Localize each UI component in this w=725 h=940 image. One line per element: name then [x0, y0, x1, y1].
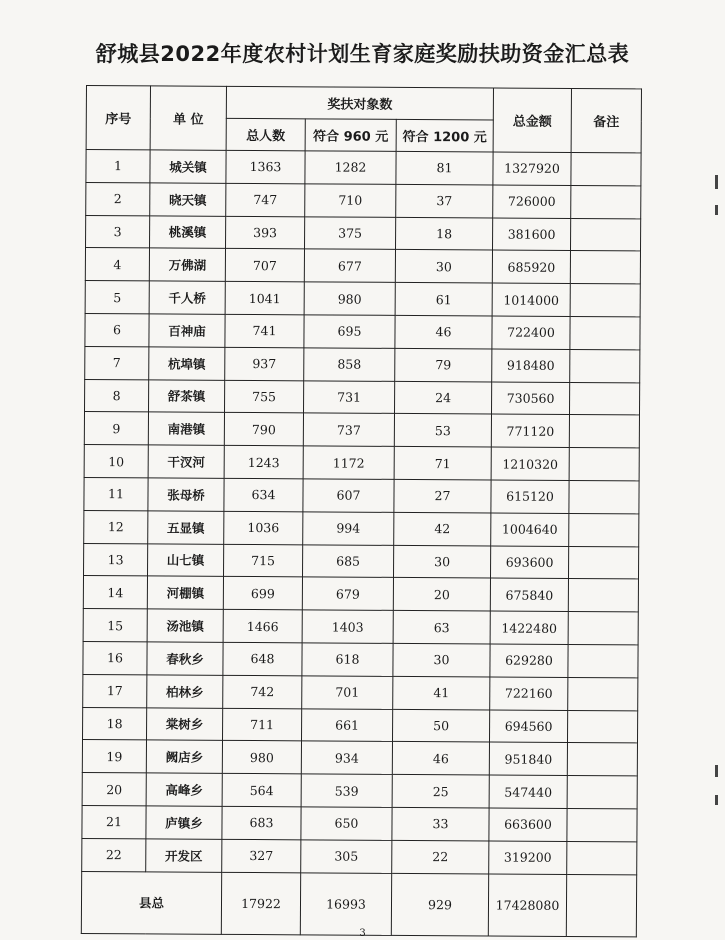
cell-unit: 舒茶镇 — [149, 379, 225, 412]
scan-edge-mark — [715, 765, 718, 777]
cell-total-people: 699 — [223, 577, 302, 610]
cell-remarks — [570, 251, 640, 284]
cell-meet-960: 701 — [302, 676, 393, 709]
cell-unit: 桃溪镇 — [150, 215, 226, 248]
cell-meet-1200: 25 — [392, 775, 489, 808]
cell-total-people: 327 — [222, 839, 301, 872]
cell-seq: 5 — [85, 281, 149, 314]
cell-total-amount: 918480 — [492, 349, 570, 382]
scan-edge-mark — [715, 175, 718, 189]
cell-meet-960: 994 — [303, 512, 394, 545]
cell-meet-960: 695 — [304, 315, 395, 348]
cell-remarks — [569, 513, 639, 546]
cell-unit: 张母桥 — [148, 478, 224, 511]
cell-meet-960: 980 — [304, 282, 395, 315]
header-row-1 — [86, 86, 641, 121]
cell-total-amount: 1014000 — [492, 283, 570, 316]
cell-remarks — [567, 808, 637, 841]
cell-unit: 干汊河 — [148, 445, 224, 478]
cell-total-people: 711 — [222, 708, 301, 741]
cell-meet-1200: 63 — [393, 611, 490, 644]
totals-people: 17922 — [221, 872, 300, 934]
cell-total-people: 1243 — [224, 446, 303, 479]
cell-total-amount: 547440 — [489, 775, 567, 808]
table-row — [84, 543, 639, 579]
cell-remarks — [569, 415, 639, 448]
cell-meet-1200: 50 — [392, 709, 489, 742]
table-body — [81, 150, 641, 937]
cell-unit: 城关镇 — [150, 150, 226, 183]
cell-seq: 18 — [82, 707, 146, 740]
cell-meet-960: 1403 — [302, 610, 393, 643]
cell-total-people: 648 — [223, 642, 302, 675]
cell-remarks — [570, 349, 640, 382]
cell-remarks — [569, 382, 639, 415]
cell-unit: 山七镇 — [148, 543, 224, 576]
header-meet-1200: 符合 1200 元 — [396, 119, 493, 152]
table-row — [83, 609, 638, 645]
cell-seq: 4 — [85, 248, 149, 281]
cell-remarks — [567, 710, 637, 743]
cell-meet-960: 677 — [304, 249, 395, 282]
cell-unit: 高峰乡 — [146, 773, 222, 806]
cell-total-amount: 693600 — [490, 546, 568, 579]
cell-remarks — [571, 185, 641, 218]
scan-edge-mark — [715, 795, 718, 805]
cell-unit: 庐镇乡 — [146, 806, 222, 839]
cell-unit: 五显镇 — [148, 511, 224, 544]
table-row — [82, 805, 637, 841]
cell-seq: 7 — [85, 346, 149, 379]
cell-total-amount: 730560 — [491, 382, 569, 415]
cell-total-people: 741 — [225, 314, 304, 347]
cell-seq: 15 — [83, 609, 147, 642]
cell-unit: 杭埠镇 — [149, 347, 225, 380]
cell-meet-960: 710 — [305, 184, 396, 217]
page-number: 3 — [359, 928, 366, 939]
table-row — [85, 313, 640, 349]
cell-remarks — [571, 152, 641, 185]
cell-meet-1200: 27 — [394, 479, 491, 512]
cell-meet-960: 618 — [302, 643, 393, 676]
cell-total-amount: 722160 — [490, 677, 568, 710]
cell-remarks — [568, 546, 638, 579]
cell-meet-1200: 24 — [394, 381, 491, 414]
cell-meet-1200: 42 — [394, 512, 491, 545]
cell-meet-1200: 30 — [393, 643, 490, 676]
table-row — [85, 248, 640, 284]
cell-total-amount: 675840 — [490, 578, 568, 611]
cell-meet-960: 650 — [301, 807, 392, 840]
cell-seq: 11 — [84, 477, 148, 510]
cell-seq: 1 — [86, 150, 150, 183]
header-unit: 单 位 — [150, 86, 226, 150]
cell-total-amount: 1422480 — [490, 611, 568, 644]
cell-total-amount: 1327920 — [493, 152, 571, 185]
cell-remarks — [570, 316, 640, 349]
cell-remarks — [569, 448, 639, 481]
table-row — [85, 379, 640, 415]
header-total-amount: 总金额 — [493, 88, 571, 152]
cell-meet-1200: 37 — [396, 184, 493, 217]
cell-meet-1200: 61 — [395, 283, 492, 316]
cell-total-people: 980 — [222, 741, 301, 774]
cell-meet-1200: 81 — [396, 151, 493, 184]
cell-meet-960: 1282 — [305, 151, 396, 184]
summary-table — [81, 85, 642, 937]
cell-total-amount: 663600 — [489, 808, 567, 841]
cell-remarks — [570, 218, 640, 251]
table-row — [84, 477, 639, 513]
totals-row — [81, 871, 636, 936]
cell-total-people: 1466 — [223, 610, 302, 643]
cell-total-people: 1036 — [224, 511, 303, 544]
cell-total-amount: 1004640 — [491, 513, 569, 546]
cell-total-people: 634 — [224, 478, 303, 511]
cell-unit: 千人桥 — [149, 281, 225, 314]
cell-seq: 10 — [84, 445, 148, 478]
table-row — [82, 773, 637, 809]
cell-total-people: 707 — [225, 249, 304, 282]
cell-seq: 20 — [82, 773, 146, 806]
cell-meet-960: 305 — [301, 840, 392, 873]
cell-meet-960: 1172 — [303, 446, 394, 479]
table-row — [86, 215, 641, 251]
cell-remarks — [568, 644, 638, 677]
cell-remarks — [570, 284, 640, 317]
cell-total-people: 937 — [225, 347, 304, 380]
cell-remarks — [568, 579, 638, 612]
cell-unit: 河棚镇 — [147, 576, 223, 609]
cell-unit: 柏林乡 — [147, 675, 223, 708]
cell-total-people: 1041 — [225, 282, 304, 315]
table-row — [84, 412, 639, 448]
cell-total-people: 683 — [222, 806, 301, 839]
totals-960: 16993 — [300, 872, 391, 935]
cell-meet-1200: 41 — [393, 676, 490, 709]
cell-meet-960: 375 — [305, 216, 396, 249]
cell-meet-1200: 22 — [392, 840, 489, 873]
table-row — [86, 150, 641, 186]
cell-unit: 南港镇 — [148, 412, 224, 445]
cell-unit: 春秋乡 — [147, 642, 223, 675]
cell-meet-960: 539 — [301, 774, 392, 807]
cell-seq: 14 — [83, 576, 147, 609]
totals-1200: 929 — [391, 873, 488, 936]
cell-seq: 6 — [85, 313, 149, 346]
table-row — [82, 707, 637, 743]
table-row — [84, 510, 639, 546]
table-row — [82, 740, 637, 776]
cell-meet-960: 858 — [304, 348, 395, 381]
table-row — [85, 281, 640, 317]
cell-unit: 晓天镇 — [150, 183, 226, 216]
header-seq: 序号 — [86, 86, 150, 150]
table-row — [83, 674, 638, 710]
cell-total-amount: 629280 — [490, 644, 568, 677]
cell-seq: 8 — [85, 379, 149, 412]
cell-seq: 21 — [82, 805, 146, 838]
cell-remarks — [567, 841, 637, 874]
cell-meet-1200: 46 — [395, 315, 492, 348]
cell-seq: 22 — [82, 838, 146, 871]
cell-unit: 阙店乡 — [146, 740, 222, 773]
cell-total-amount: 1210320 — [491, 447, 569, 480]
cell-unit: 开发区 — [146, 839, 222, 872]
cell-meet-1200: 53 — [394, 414, 491, 447]
cell-remarks — [569, 480, 639, 513]
cell-remarks — [567, 776, 637, 809]
cell-meet-960: 934 — [301, 741, 392, 774]
cell-total-people: 742 — [223, 675, 302, 708]
cell-total-people: 393 — [226, 216, 305, 249]
table-row — [83, 641, 638, 677]
table-row — [83, 576, 638, 612]
cell-total-amount: 319200 — [489, 841, 567, 874]
cell-total-amount: 951840 — [489, 742, 567, 775]
cell-seq: 3 — [86, 215, 150, 248]
cell-unit: 百神庙 — [149, 314, 225, 347]
table-row — [85, 346, 640, 382]
cell-meet-1200: 46 — [392, 742, 489, 775]
cell-total-people: 747 — [226, 183, 305, 216]
cell-remarks — [568, 677, 638, 710]
cell-meet-1200: 30 — [393, 545, 490, 578]
cell-meet-1200: 33 — [392, 807, 489, 840]
cell-seq: 2 — [86, 182, 150, 215]
header-total-people: 总人数 — [226, 118, 305, 150]
cell-meet-960: 661 — [301, 708, 392, 741]
cell-total-people: 790 — [224, 413, 303, 446]
header-meet-960: 符合 960 元 — [305, 119, 396, 152]
header-beneficiaries: 奖扶对象数 — [226, 86, 493, 120]
cell-meet-960: 685 — [302, 544, 393, 577]
cell-meet-1200: 30 — [395, 250, 492, 283]
page-title: 舒城县2022年度农村计划生育家庭奖励扶助资金汇总表 — [95, 42, 630, 66]
cell-meet-960: 679 — [302, 577, 393, 610]
cell-total-amount: 771120 — [491, 414, 569, 447]
cell-meet-1200: 18 — [395, 217, 492, 250]
cell-unit: 万佛湖 — [149, 248, 225, 281]
totals-amount: 17428080 — [488, 874, 566, 936]
cell-total-people: 564 — [222, 773, 301, 806]
cell-total-amount: 722400 — [492, 316, 570, 349]
header-remarks: 备注 — [571, 88, 641, 152]
cell-unit: 棠树乡 — [146, 707, 222, 740]
table-row — [86, 182, 641, 218]
cell-meet-1200: 20 — [393, 578, 490, 611]
table-row — [84, 445, 639, 481]
totals-label: 县总 — [81, 871, 221, 934]
cell-meet-960: 731 — [303, 380, 394, 413]
cell-remarks — [568, 612, 638, 645]
cell-unit: 汤池镇 — [147, 609, 223, 642]
cell-seq: 17 — [83, 674, 147, 707]
scan-edge-mark — [715, 205, 718, 215]
cell-total-amount: 381600 — [492, 218, 570, 251]
cell-meet-960: 737 — [303, 413, 394, 446]
cell-total-amount: 615120 — [491, 480, 569, 513]
cell-total-people: 755 — [225, 380, 304, 413]
cell-seq: 12 — [84, 510, 148, 543]
cell-seq: 9 — [84, 412, 148, 445]
cell-seq: 13 — [84, 543, 148, 576]
cell-total-people: 1363 — [226, 150, 305, 183]
cell-remarks — [567, 743, 637, 776]
cell-total-amount: 726000 — [493, 185, 571, 218]
table-row — [82, 838, 637, 874]
cell-total-amount: 694560 — [489, 710, 567, 743]
cell-meet-1200: 71 — [394, 447, 491, 480]
cell-meet-1200: 79 — [395, 348, 492, 381]
cell-meet-960: 607 — [303, 479, 394, 512]
cell-total-people: 715 — [223, 544, 302, 577]
cell-seq: 16 — [83, 641, 147, 674]
cell-seq: 19 — [82, 740, 146, 773]
cell-total-amount: 685920 — [492, 250, 570, 283]
